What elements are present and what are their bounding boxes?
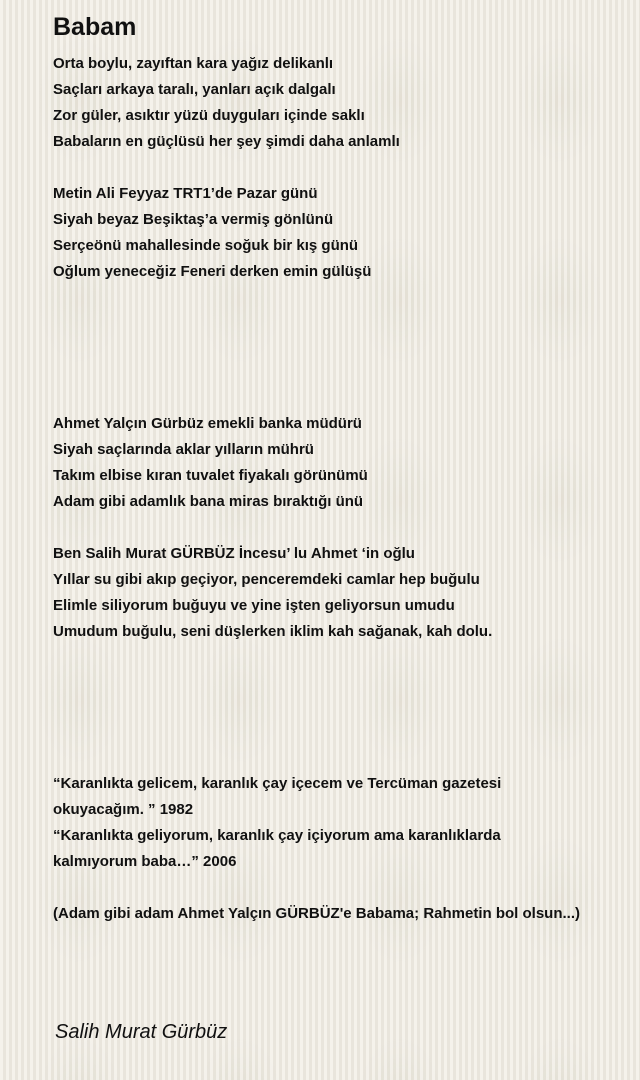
poem-line: Takım elbise kıran tuvalet fiyakalı görünümü bbox=[53, 467, 368, 484]
author-signature: Salih Murat Gürbüz bbox=[55, 1021, 228, 1043]
poem-line: Oğlum yeneceğiz Feneri derken emin gülüşü bbox=[53, 263, 372, 280]
poem-line: Saçları arkaya taralı, yanları açık dalgalı bbox=[53, 81, 336, 98]
poem-line: Ahmet Yalçın Gürbüz emekli banka müdürü bbox=[53, 415, 362, 432]
poem-line: Adam gibi adamlık bana miras bıraktığı ünü bbox=[53, 493, 364, 510]
poem-line: Orta boylu, zayıftan kara yağız delikanlı bbox=[53, 55, 334, 72]
poem-line: Babaların en güçlüsü her şey şimdi daha anlamlı bbox=[53, 133, 400, 150]
quote-line: “Karanlıkta gelicem, karanlık çay içecem ve Tercüman gazetesi bbox=[53, 775, 502, 792]
poem-line: Umudum buğulu, seni düşlerken iklim kah sağanak, kah dolu. bbox=[53, 623, 493, 640]
poem-line: Elimle siliyorum buğuyu ve yine işten geliyorsun umudu bbox=[53, 597, 455, 614]
poem-line: Siyah saçlarında aklar yılların mührü bbox=[53, 441, 314, 458]
poem-line: Yıllar su gibi akıp geçiyor, penceremdeki camlar hep buğulu bbox=[53, 571, 480, 588]
quote-line: “Karanlıkta geliyorum, karanlık çay içiyorum ama karanlıklarda bbox=[53, 827, 501, 844]
poem-line: Siyah beyaz Beşiktaş’a vermiş gönlünü bbox=[53, 211, 334, 228]
poem-line: Serçeönü mahallesinde soğuk bir kış günü bbox=[53, 237, 359, 254]
poem-line: Zor güler, asıktır yüzü duyguları içinde saklı bbox=[53, 107, 365, 124]
poem-title: Babam bbox=[53, 13, 137, 41]
quote-line: okuyacağım. ” 1982 bbox=[53, 801, 194, 818]
quote-line: kalmıyorum baba…” 2006 bbox=[53, 853, 237, 870]
poem-line: Ben Salih Murat GÜRBÜZ İncesu’ lu Ahmet ‘in oğlu bbox=[53, 545, 415, 562]
dedication-line: (Adam gibi adam Ahmet Yalçın GÜRBÜZ'e Babama; Rahmetin bol olsun...) bbox=[53, 905, 580, 922]
poem-line: Metin Ali Feyyaz TRT1’de Pazar günü bbox=[53, 185, 318, 202]
